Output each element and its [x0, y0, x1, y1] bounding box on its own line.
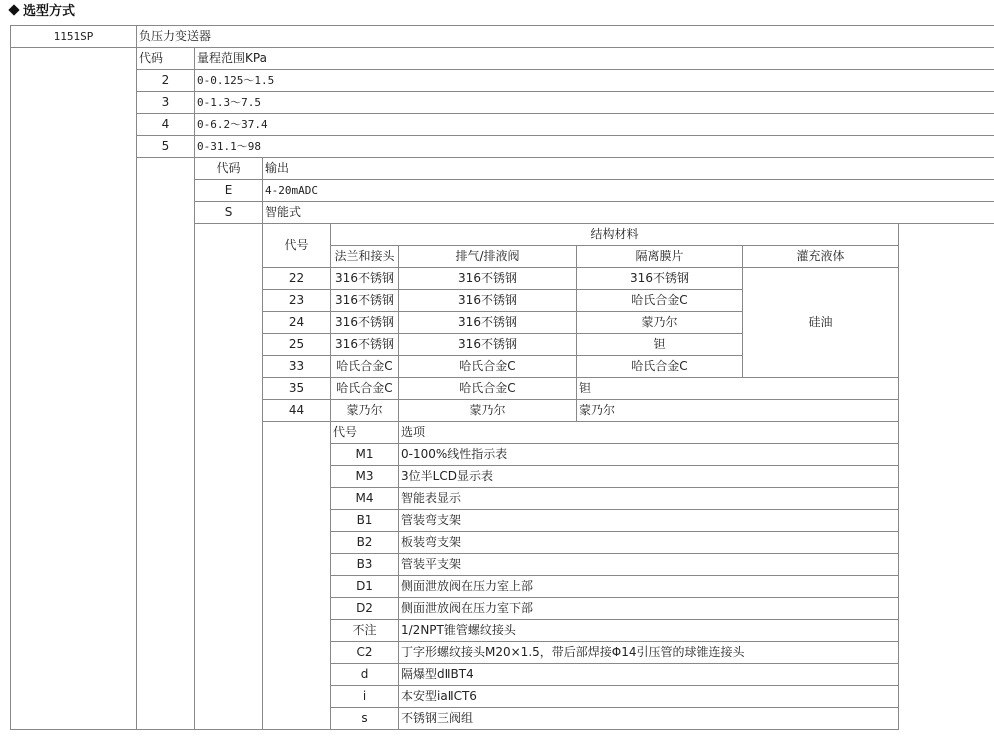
material-diaphragm: 钽	[577, 378, 899, 400]
material-valve: 316不锈钢	[399, 312, 577, 334]
option-code: s	[331, 708, 399, 730]
material-flange: 蒙乃尔	[331, 400, 399, 422]
section-heading-text: 选型方式	[23, 4, 76, 19]
option-code: i	[331, 686, 399, 708]
material-flange: 哈氏合金C	[331, 356, 399, 378]
option-value: 管装弯支架	[399, 510, 899, 532]
indent-spacer	[137, 158, 195, 730]
options-label-header: 选项	[399, 422, 899, 444]
material-code-header: 代号	[263, 224, 331, 268]
material-code: 23	[263, 290, 331, 312]
material-fill-liquid: 硅油	[743, 268, 899, 378]
range-label-header: 量程范围KPa	[195, 48, 994, 70]
indent-spacer	[11, 48, 137, 730]
option-code: d	[331, 664, 399, 686]
range-value: 0-6.2～37.4	[195, 114, 994, 136]
material-column-fill: 灌充液体	[743, 246, 899, 268]
option-code: B3	[331, 554, 399, 576]
option-value: 1/2NPT锥管螺纹接头	[399, 620, 899, 642]
range-code-header: 代码	[137, 48, 195, 70]
range-value: 0-1.3～7.5	[195, 92, 994, 114]
option-value: 丁字形螺纹接头M20×1.5，带后部焊接Φ14引压管的球锥连接头	[399, 642, 899, 664]
output-code-header: 代码	[195, 158, 263, 180]
material-code: 22	[263, 268, 331, 290]
material-flange: 哈氏合金C	[331, 378, 399, 400]
indent-spacer	[263, 422, 331, 730]
option-code: C2	[331, 642, 399, 664]
option-code: M3	[331, 466, 399, 488]
options-code-header: 代号	[331, 422, 399, 444]
range-code: 4	[137, 114, 195, 136]
option-value: 不锈钢三阀组	[399, 708, 899, 730]
material-flange: 316不锈钢	[331, 334, 399, 356]
option-code: D1	[331, 576, 399, 598]
option-value: 管装平支架	[399, 554, 899, 576]
material-diaphragm: 蒙乃尔	[577, 312, 743, 334]
option-value: 侧面泄放阀在压力室下部	[399, 598, 899, 620]
material-code: 24	[263, 312, 331, 334]
option-code: M4	[331, 488, 399, 510]
option-code: 不注	[331, 620, 399, 642]
material-code: 35	[263, 378, 331, 400]
material-valve: 哈氏合金C	[399, 378, 577, 400]
option-value: 本安型iaⅡCT6	[399, 686, 899, 708]
material-code: 44	[263, 400, 331, 422]
range-code: 5	[137, 136, 195, 158]
option-code: B2	[331, 532, 399, 554]
material-diaphragm: 蒙乃尔	[577, 400, 899, 422]
indent-spacer	[195, 224, 263, 730]
range-value: 0-31.1～98	[195, 136, 994, 158]
material-column-diaphragm: 隔离膜片	[577, 246, 743, 268]
material-code: 33	[263, 356, 331, 378]
option-value: 侧面泄放阀在压力室上部	[399, 576, 899, 598]
range-value: 0-0.125～1.5	[195, 70, 994, 92]
material-diaphragm: 哈氏合金C	[577, 356, 743, 378]
diamond-bullet-icon	[8, 4, 19, 15]
material-flange: 316不锈钢	[331, 290, 399, 312]
material-flange: 316不锈钢	[331, 268, 399, 290]
material-valve: 316不锈钢	[399, 290, 577, 312]
option-code: M1	[331, 444, 399, 466]
option-value: 板装弯支架	[399, 532, 899, 554]
material-column-flange: 法兰和接头	[331, 246, 399, 268]
model-name: 负压力变送器	[137, 26, 994, 48]
option-value: 3位半LCD显示表	[399, 466, 899, 488]
material-column-valve: 排气/排液阀	[399, 246, 577, 268]
material-valve: 316不锈钢	[399, 268, 577, 290]
model-selection-table	[10, 25, 994, 730]
option-value: 0-100%线性指示表	[399, 444, 899, 466]
option-code: B1	[331, 510, 399, 532]
output-value: 4-20mADC	[263, 180, 994, 202]
output-code: E	[195, 180, 263, 202]
material-group-header: 结构材料	[331, 224, 899, 246]
section-heading	[10, 2, 75, 22]
output-value: 智能式	[263, 202, 994, 224]
output-label-header: 输出	[263, 158, 994, 180]
option-value: 隔爆型dⅡBT4	[399, 664, 899, 686]
option-code: D2	[331, 598, 399, 620]
material-diaphragm: 哈氏合金C	[577, 290, 743, 312]
range-code: 2	[137, 70, 195, 92]
output-code: S	[195, 202, 263, 224]
range-code: 3	[137, 92, 195, 114]
material-diaphragm: 钽	[577, 334, 743, 356]
material-diaphragm: 316不锈钢	[577, 268, 743, 290]
model-code: 1151SP	[11, 26, 137, 48]
material-valve: 哈氏合金C	[399, 356, 577, 378]
option-value: 智能表显示	[399, 488, 899, 510]
material-flange: 316不锈钢	[331, 312, 399, 334]
material-code: 25	[263, 334, 331, 356]
material-valve: 蒙乃尔	[399, 400, 577, 422]
material-valve: 316不锈钢	[399, 334, 577, 356]
